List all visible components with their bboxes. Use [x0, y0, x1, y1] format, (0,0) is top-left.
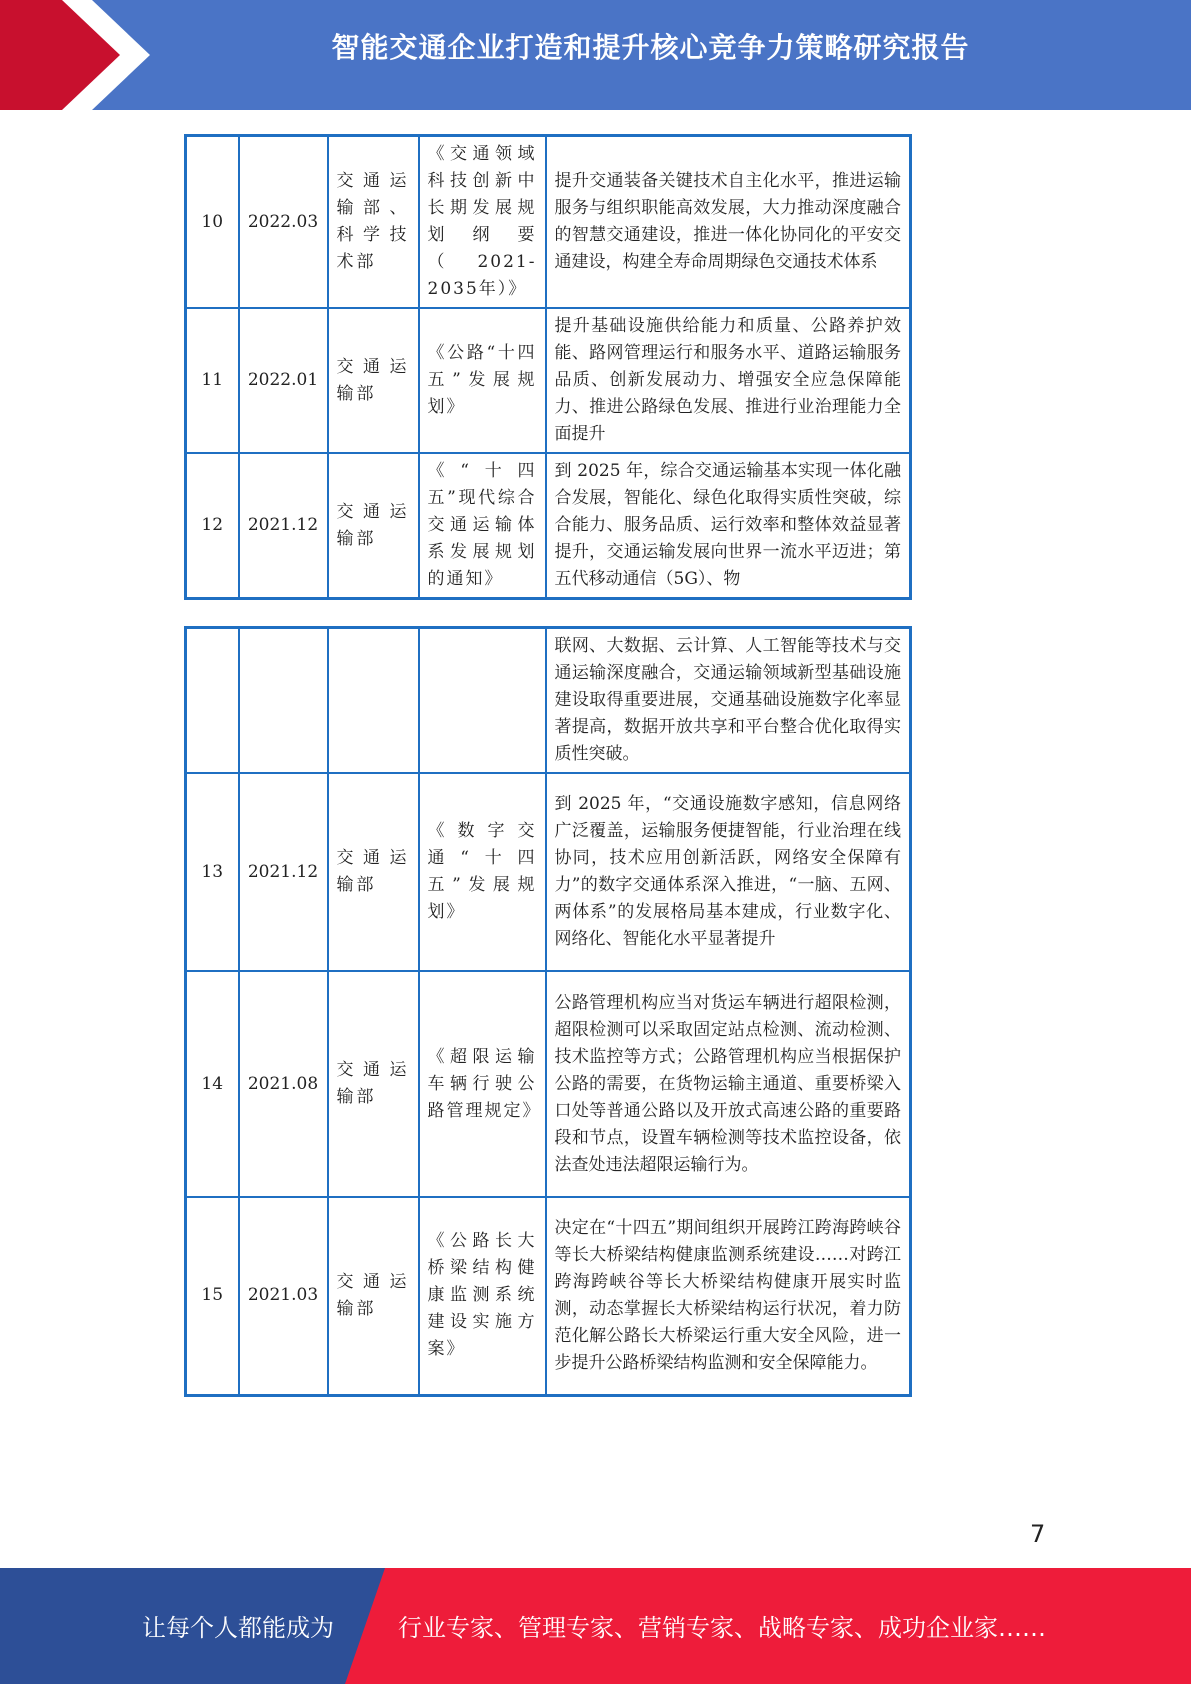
header-arrow-icon [0, 0, 160, 110]
row-date [239, 628, 328, 774]
row-description: 提升基础设施供给能力和质量、公路养护效能、路网管理运行和服务水平、道路运输服务品质、创新发展动力、增强安全应急保障能力、推进公路绿色发展、推进行业治理能力全面提升 [546, 308, 911, 453]
row-number [186, 628, 239, 774]
row-number: 10 [186, 136, 239, 309]
table-row-continuation [186, 628, 911, 774]
table-row [186, 136, 911, 309]
table-row [186, 308, 911, 453]
row-department: 交通运输部 [328, 453, 419, 599]
row-number: 12 [186, 453, 239, 599]
page-number: 7 [1030, 1520, 1046, 1548]
row-number: 14 [186, 971, 239, 1197]
table-row [186, 453, 911, 599]
footer-slogan-left: 让每个人都能成为 [142, 1614, 334, 1642]
row-document: 《“十四五”现代综合交通运输体系发展规划的通知》 [419, 453, 546, 599]
row-date: 2021.08 [239, 971, 328, 1197]
row-department: 交通运输部 [328, 1197, 419, 1395]
row-date: 2021.12 [239, 773, 328, 971]
table-row [186, 1197, 911, 1395]
row-date: 2022.01 [239, 308, 328, 453]
row-document: 《公路长大桥梁结构健康监测系统建设实施方案》 [419, 1197, 546, 1395]
row-description: 提升交通装备关键技术自主化水平，推进运输服务与组织职能高效发展，大力推动深度融合的智慧交通建设，推进一体化协同化的平安交通建设，构建全寿命周期绿色交通技术体系 [546, 136, 911, 309]
row-description: 到 2025 年，“交通设施数字感知，信息网络广泛覆盖，运输服务便捷智能，行业治理在线协同，技术应用创新活跃，网络安全保障有力”的数字交通体系深入推进，“一脑、五网、两体系”的发展格局基本建成，行业数字化、网络化、智能化水平显著提升 [546, 773, 911, 971]
row-document: 《超限运输车辆行驶公路管理规定》 [419, 971, 546, 1197]
policy-table-part-2 [184, 626, 912, 1397]
row-department [328, 628, 419, 774]
report-title: 智能交通企业打造和提升核心竞争力策略研究报告 [331, 31, 970, 64]
row-description: 决定在“十四五”期间组织开展跨江跨海跨峡谷等长大桥梁结构健康监测系统建设……对跨江跨海跨峡谷等长大桥梁结构健康开展实时监测，动态掌握长大桥梁结构运行状况，着力防范化解公路长大桥梁运行重大安全风险，进一步提升公路桥梁结构监测和安全保障能力。 [546, 1197, 911, 1395]
row-department: 交通运输部 [328, 773, 419, 971]
table-row [186, 773, 911, 971]
row-document: 《数字交通“十四五”发展规划》 [419, 773, 546, 971]
row-description: 联网、大数据、云计算、人工智能等技术与交通运输深度融合，交通运输领域新型基础设施建设取得重要进展，交通基础设施数字化率显著提高，数据开放共享和平台整合优化取得实质性突破。 [546, 628, 911, 774]
row-date: 2022.03 [239, 136, 328, 309]
policy-table-part-1 [184, 134, 912, 600]
page-header [0, 0, 1191, 110]
row-document [419, 628, 546, 774]
row-document: 《公路“十四五”发展规划》 [419, 308, 546, 453]
row-department: 交通运输部 [328, 971, 419, 1197]
row-department: 交通运输部、科学技术部 [328, 136, 419, 309]
row-number: 13 [186, 773, 239, 971]
row-department: 交通运输部 [328, 308, 419, 453]
table-row [186, 971, 911, 1197]
row-number: 11 [186, 308, 239, 453]
row-date: 2021.03 [239, 1197, 328, 1395]
row-document: 《交通领域科技创新中长期发展规划纲要（2021-2035年）》 [419, 136, 546, 309]
row-description: 公路管理机构应当对货运车辆进行超限检测，超限检测可以采取固定站点检测、流动检测、技术监控等方式；公路管理机构应当根据保护公路的需要，在货物运输主通道、重要桥梁入口处等普通公路以及开放式高速公路的重要路段和节点，设置车辆检测等技术监控设备，依法查处违法超限运输行为。 [546, 971, 911, 1197]
row-description: 到 2025 年，综合交通运输基本实现一体化融合发展，智能化、绿色化取得实质性突破，综合能力、服务品质、运行效率和整体效益显著提升，交通运输发展向世界一流水平迈进；第五代移动通信（5G）、物 [546, 453, 911, 599]
row-number: 15 [186, 1197, 239, 1395]
footer-slogan-right: 行业专家、管理专家、营销专家、战略专家、成功企业家…… [398, 1614, 1046, 1642]
row-date: 2021.12 [239, 453, 328, 599]
page-footer [0, 1568, 1191, 1684]
